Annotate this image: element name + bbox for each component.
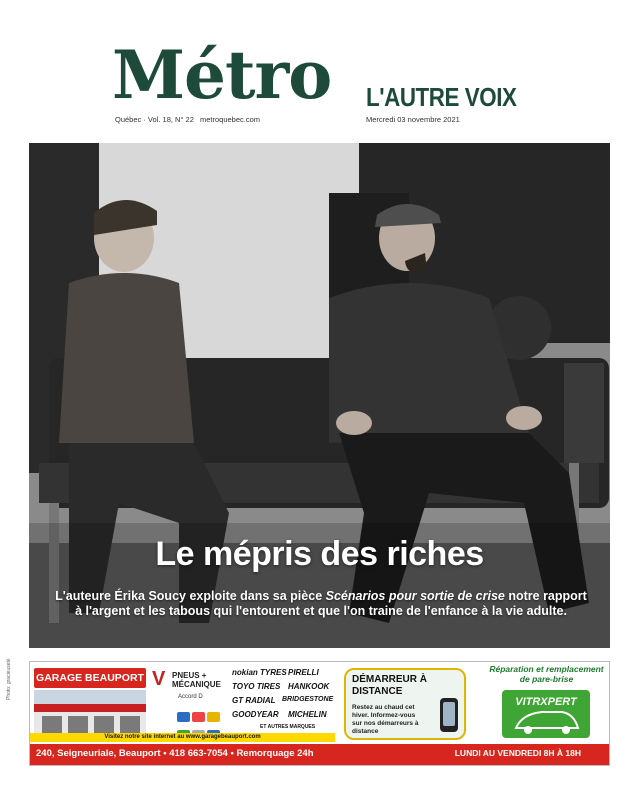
pneus-line-2: MÉCANIQUE [172,680,221,689]
cover-photo [29,143,610,648]
brand-toyo: TOYO TIRES [232,682,281,691]
brand-hankook: HANKOOK [288,682,330,691]
issue-info: Québec · Vol. 18, N° 22 [115,115,194,124]
pneus-line-1: PNEUS + [172,671,207,680]
remote-starter-promo [344,668,466,740]
website-link[interactable]: metroquebec.com [200,115,261,124]
advertisement-garage-beauport[interactable] [29,661,610,766]
brand-nokian: nokian TYRES [232,668,287,677]
windshield-promo [482,662,610,744]
play-title: Scénarios pour sortie de crise [325,589,505,603]
garage-address: 240, Seigneuriale, Beauport • 418 663-7054 • Remorquage 24h [36,748,314,759]
windshield-text: Réparation et remplacement de pare-brise [489,664,604,684]
brand-gt-radial: GT RADIAL [232,696,276,705]
brand-michelin: MICHELIN [288,710,327,719]
subhead-part-2: notre rapport à l'argent et les tabous qui l'entourent et que l'on traine de l'enfance à la vie adulte. [75,589,587,618]
vitrxpert-name: VITRXPERT [515,696,577,708]
remote-starter-title: DÉMARREUR À DISTANCE [352,674,427,697]
subhead-part-1: L'auteure Érika Soucy exploite dans sa pièce [55,589,326,603]
v-logo-icon: V [152,668,166,690]
tagline: L'AUTRE VOIX [366,82,517,112]
brand-goodyear: GOODYEAR [232,710,279,719]
tire-brands-list [230,668,332,740]
cover-headline[interactable]: Le mépris des riches [155,535,484,573]
ad-website-bar[interactable]: Visitez notre site internet au www.garagebeauport.com [30,733,335,742]
brand-bridgestone: BRIDGESTONE [282,696,334,703]
remote-starter-text: Restez au chaud cet hiver. Informez-vous sur nos démarreurs à distance [352,704,419,735]
issue-date: Mercredi 03 novembre 2021 [366,115,460,124]
ad-garage-section [30,662,335,744]
cover-subhead [51,589,591,619]
brand-others: ET AUTRES MARQUES [260,724,316,730]
garage-name-badge: GARAGE BEAUPORT [34,668,146,688]
phone-icon [440,698,458,732]
vitrxpert-logo [502,690,590,738]
brand-pirelli: PIRELLI [288,668,319,677]
ad-footer-bar [30,744,610,766]
partner-mini-logos [176,710,224,732]
garage-hours: LUNDI AU VENDREDI 8H À 18H [454,748,581,758]
masthead [0,0,640,140]
pneus-mecanique-logo [152,668,228,738]
metro-logo: Métro [112,36,332,114]
photo-credit: Photo: gracieuseté [6,658,12,700]
accord-d-label: Accord D [178,694,203,700]
